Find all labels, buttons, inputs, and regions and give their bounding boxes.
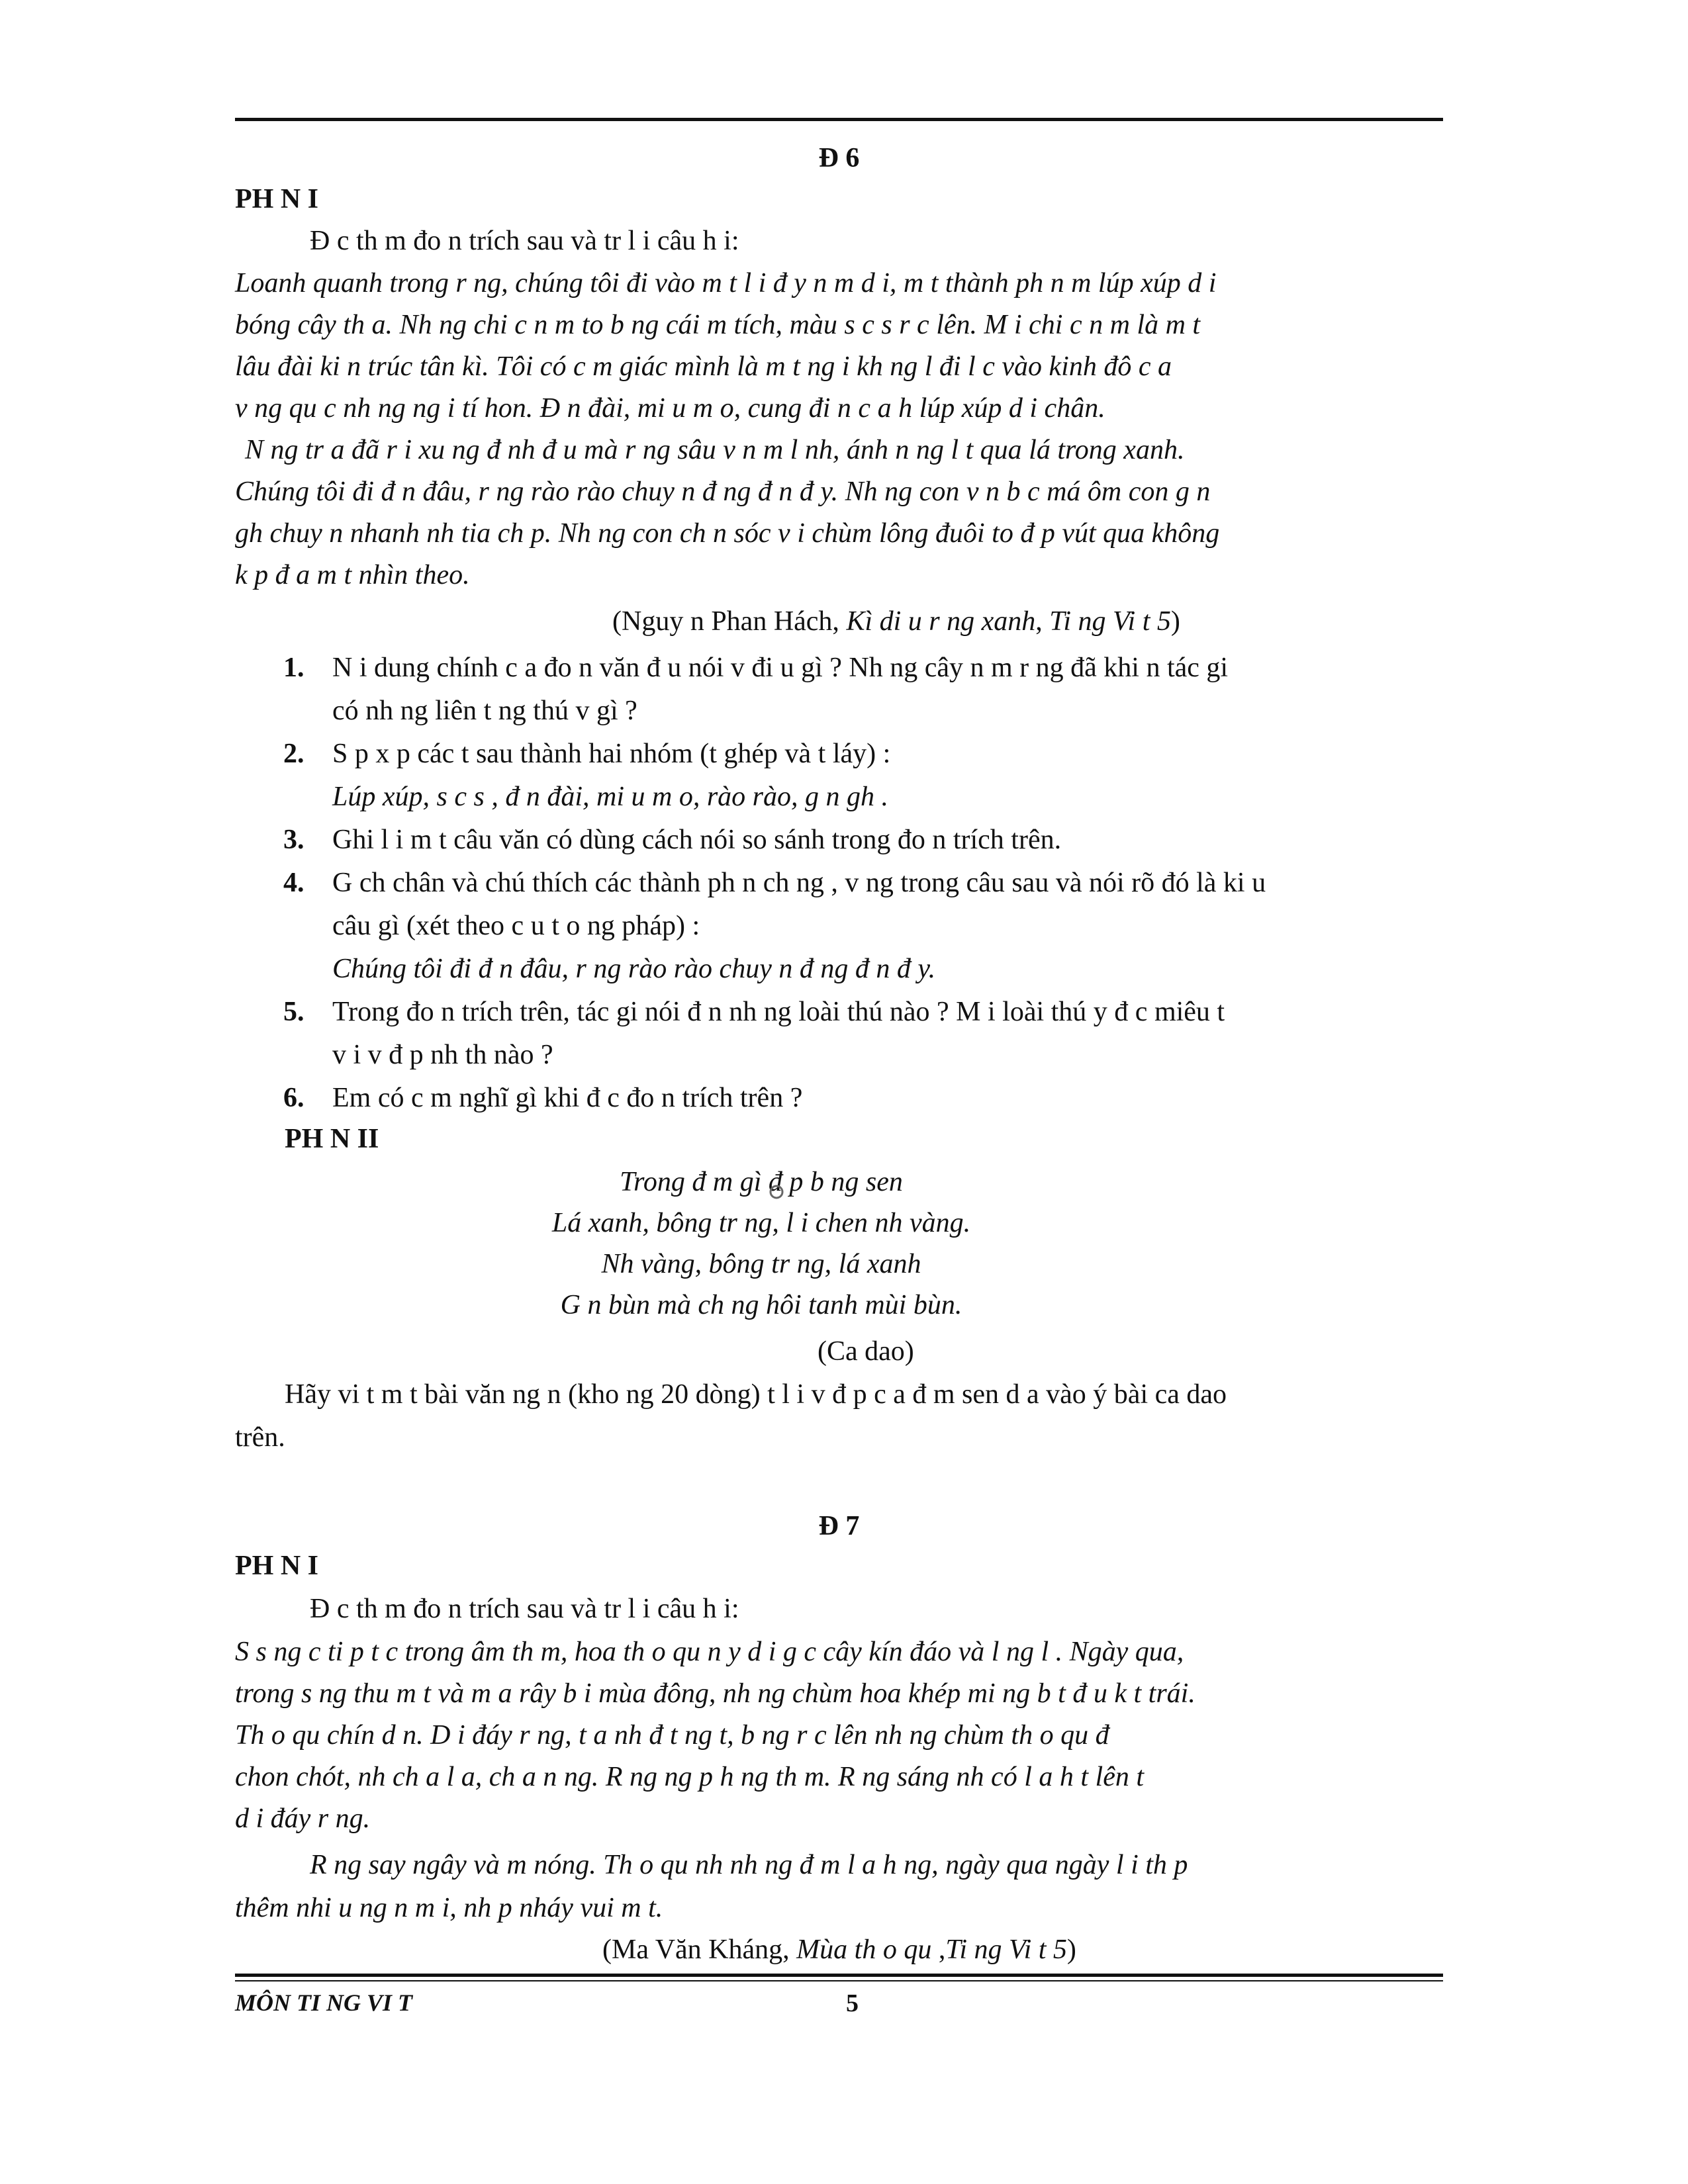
source-book: Ti ng Vi t 5 — [945, 1934, 1067, 1965]
question-text: câu gì (xét theo c u t o ng pháp) : — [332, 911, 700, 941]
question-number: 5. — [283, 997, 305, 1027]
passage-line: Loanh quanh trong r ng, chúng tôi đi vào m t l i đ y n m d i, m t thành ph n m lúp xúp d i — [235, 268, 1217, 298]
source-author: (Ma Văn Kháng, — [602, 1934, 797, 1965]
passage-line: gh chuy n nhanh nh tia ch p. Nh ng con ch n sóc v i chùm lông đuôi to đ p vút qua không — [235, 518, 1220, 549]
poem-line: Lá xanh, bông tr ng, l i chen nh vàng. — [551, 1208, 971, 1238]
question-text: Em có c m nghĩ gì khi đ c đo n trích trên ? — [332, 1083, 803, 1113]
part-1-label-2: PH N I — [235, 1551, 318, 1581]
source-author: (Nguy n Phan Hách, — [612, 606, 847, 637]
passage-line: Th o qu chín d n. D i đáy r ng, t a nh đ t ng t, b ng r c lên nh ng chùm th o qu đ — [235, 1720, 1109, 1751]
question-number: 1. — [283, 653, 305, 683]
poem-source: (Ca dao) — [818, 1336, 914, 1367]
footer-rule — [235, 1974, 1443, 1977]
question-number: 4. — [283, 868, 305, 898]
passage-line: d i đáy r ng. — [235, 1803, 371, 1834]
source-close: ) — [1170, 606, 1180, 637]
passage-line: lâu đài ki n trúc tân kì. Tôi có c m giác mình là m t ng i kh ng l đi l c vào kinh đô c a — [235, 351, 1172, 382]
question-text: có nh ng liên t ng thú v gì ? — [332, 696, 637, 726]
passage-line: bóng cây th a. Nh ng chi c n m to b ng cái m tích, màu s c s r c lên. M i chi c n m là m t — [235, 310, 1201, 340]
passage-line: trong s ng thu m t và m a rây b i mùa đông, nh ng chùm hoa khép mi ng b t đ u k t trái. — [235, 1678, 1196, 1709]
instruction-2: Đ c th m đo n trích sau và tr l i câu h i: — [310, 1594, 739, 1624]
top-rule — [235, 118, 1443, 121]
passage-line: N ng tr a đã r i xu ng đ nh đ u mà r ng sâu v n m l nh, ánh n ng l t qua lá trong xanh. — [245, 435, 1185, 465]
passage-line: thêm nhi u ng n m i, nh p nháy vui m t. — [235, 1893, 663, 1923]
passage-line: R ng say ngây và m nóng. Th o qu nh nh ng đ m l a h ng, ngày qua ngày l i th p — [310, 1850, 1188, 1880]
writing-task: Hãy vi t m t bài văn ng n (kho ng 20 dòng) t l i v đ p c a đ m sen d a vào ý bài ca dao — [285, 1379, 1227, 1410]
question-text: S p x p các t sau thành hai nhóm (t ghép và t láy) : — [332, 739, 891, 769]
question-text: G ch chân và chú thích các thành ph n ch ng , v ng trong câu sau và nói rõ đó là ki u — [332, 868, 1266, 898]
passage-line: v ng qu c nh ng ng i tí hon. Đ n đài, mi u m o, cung đi n c a h lúp xúp d i chân. — [235, 393, 1105, 424]
question-text: Ghi l i m t câu văn có dùng cách nói so sánh trong đo n trích trên. — [332, 825, 1062, 855]
question-text: N i dung chính c a đo n văn đ u nói v đi u gì ? Nh ng cây n m r ng đã khi n tác gi — [332, 653, 1229, 683]
part-1-label: PH N I — [235, 184, 318, 214]
source-title: Mùa th o qu — [796, 1934, 939, 1965]
passage-line: chon chót, nh ch a l a, ch a n ng. R ng ng p h ng th m. R ng sáng nh có l a h t lên t — [235, 1762, 1145, 1792]
section-7-title: Đ 7 — [818, 1511, 860, 1541]
source-sep: , — [1035, 606, 1050, 637]
question-number: 6. — [283, 1083, 305, 1113]
poem-line: Nh vàng, bông tr ng, lá xanh — [601, 1249, 921, 1279]
question-text: v i v đ p nh th nào ? — [332, 1040, 553, 1070]
question-number: 2. — [283, 739, 305, 769]
footer-subject: MÔN TI NG VI T — [235, 1989, 413, 2016]
pointer-cursor-icon — [768, 1183, 785, 1201]
writing-task: trên. — [235, 1422, 285, 1453]
instruction: Đ c th m đo n trích sau và tr l i câu h i: — [310, 226, 739, 256]
question-number: 3. — [283, 825, 305, 855]
page-number: 5 — [846, 1989, 859, 2017]
source-citation-1 — [612, 608, 1180, 635]
poem-line: Trong đ m gì đ p b ng sen — [620, 1167, 903, 1197]
passage-line: k p đ a m t nhìn theo. — [235, 560, 470, 590]
passage-line: S s ng c ti p t c trong âm th m, hoa th o qu n y d i g c cây kín đáo và l ng l . Ngày qua, — [235, 1637, 1184, 1667]
question-example: Chúng tôi đi đ n đâu, r ng rào rào chuy n đ ng đ n đ y. — [332, 954, 936, 984]
footer-rule — [235, 1980, 1443, 1981]
source-citation-2 — [602, 1936, 1076, 1964]
question-example: Lúp xúp, s c s , đ n đài, mi u m o, rào rào, g n gh . — [332, 782, 889, 812]
source-book: Ti ng Vi t 5 — [1049, 606, 1171, 637]
source-close: ) — [1066, 1934, 1076, 1965]
question-text: Trong đo n trích trên, tác gi nói đ n nh ng loài thú nào ? M i loài thú y đ c miêu t — [332, 997, 1225, 1027]
source-title: Kì di u r ng xanh — [846, 606, 1036, 637]
passage-line: Chúng tôi đi đ n đâu, r ng rào rào chuy n đ ng đ n đ y. Nh ng con v n b c má ôm con g n — [235, 477, 1211, 507]
part-2-label: PH N II — [285, 1124, 379, 1154]
section-6-title: Đ 6 — [818, 143, 860, 173]
poem-line: G n bùn mà ch ng hôi tanh mùi bùn. — [560, 1290, 962, 1320]
source-sep: , — [938, 1934, 946, 1965]
